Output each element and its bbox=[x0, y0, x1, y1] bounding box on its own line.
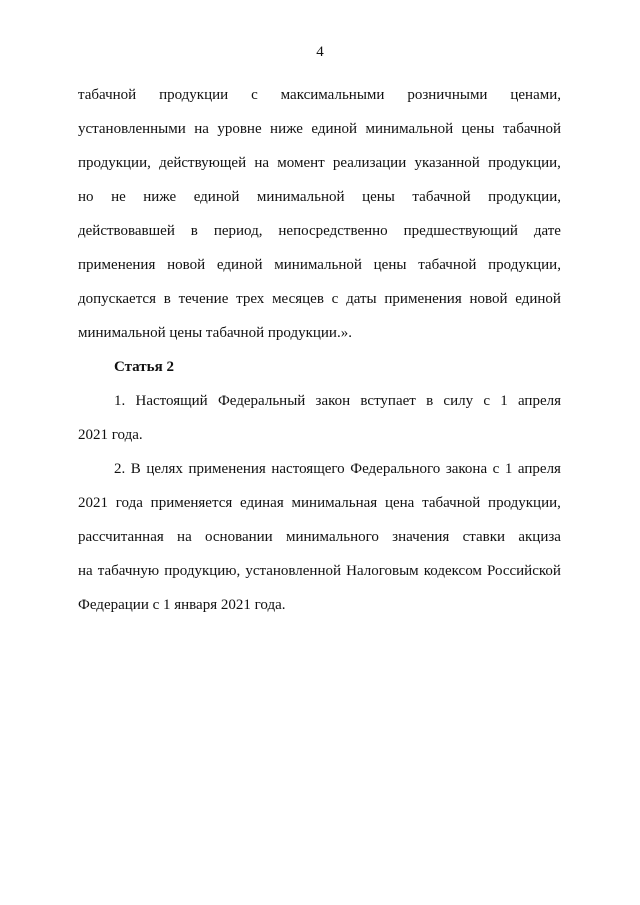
text-line: продукции, действующей на момент реализации указанной продукции, bbox=[78, 155, 561, 171]
text-line: 2. В целях применения настоящего Федерального закона с 1 апреля bbox=[114, 461, 561, 477]
continuation-paragraph bbox=[78, 78, 561, 350]
text-line: табачной продукции с максимальными розничными ценами, bbox=[78, 87, 561, 103]
text-line: на табачную продукцию, установленной Налоговым кодексом Российской bbox=[78, 563, 561, 579]
text-line: минимальной цены табачной продукции.». bbox=[78, 325, 352, 341]
article-item-2 bbox=[78, 452, 561, 622]
text-line: 2021 года применяется единая минимальная цена табачной продукции, bbox=[78, 495, 561, 511]
text-line: Федерации с 1 января 2021 года. bbox=[78, 597, 286, 613]
text-line: установленными на уровне ниже единой минимальной цены табачной bbox=[78, 121, 561, 137]
text-line: но не ниже единой минимальной цены табачной продукции, bbox=[78, 189, 561, 205]
text-line: действовавшей в период, непосредственно предшествующий дате bbox=[78, 223, 561, 239]
article-heading: Статья 2 bbox=[114, 359, 174, 375]
text-line: 2021 года. bbox=[78, 427, 143, 443]
text-line: рассчитанная на основании минимального значения ставки акциза bbox=[78, 529, 561, 545]
text-line: допускается в течение трех месяцев с даты применения новой единой bbox=[78, 291, 561, 307]
text-line: применения новой единой минимальной цены табачной продукции, bbox=[78, 257, 561, 273]
article-item-1 bbox=[78, 384, 561, 452]
page-number: 4 bbox=[316, 44, 324, 60]
text-line: 1. Настоящий Федеральный закон вступает в силу с 1 апреля bbox=[114, 393, 561, 409]
document-body bbox=[78, 78, 561, 622]
